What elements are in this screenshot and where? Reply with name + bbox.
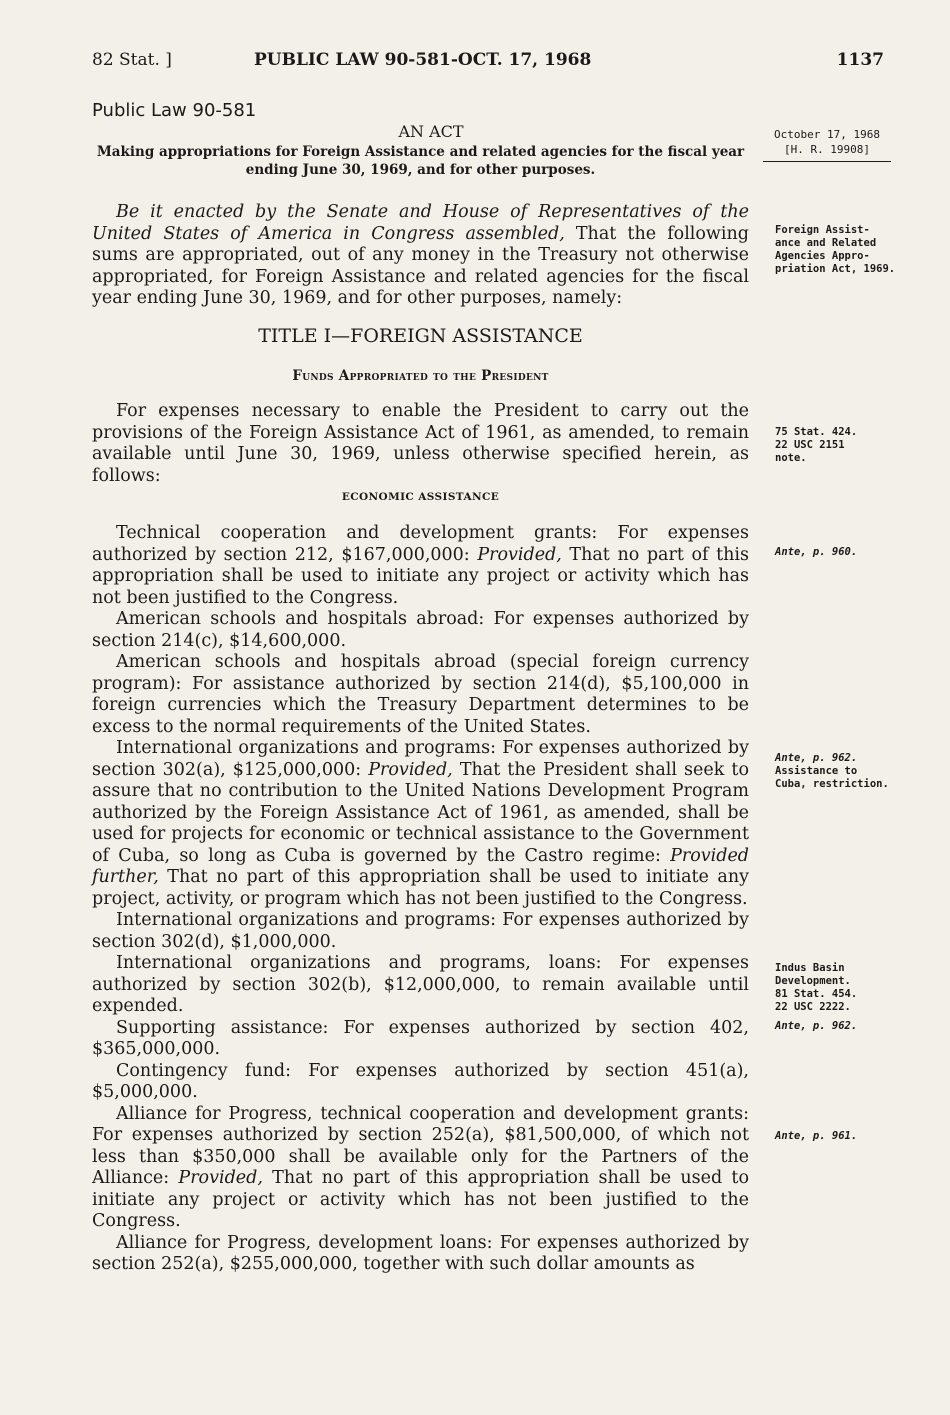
enactment-date: October 17, 1968 [774,128,880,141]
margin-note-statute: 75 Stat. 424. 22 USC 2151 note. [775,426,858,464]
expenses-intro [92,401,749,487]
date-rule-divider [763,161,891,162]
item-alliance-grants: Alliance for Progress, technical cooperation and development grants: For expenses authorized by section 252(a), $81,500,000, of which not less than $350,000 shall be available only for the Partners of the Alliance: Provided, That no part of this appropriation shall be used to initiate any project or activity which has not been justified to the Congress. [92,1103,749,1231]
item-international-organizations: International organizations and programs: For expenses authorized by section 302(a), $125,000,000: Provided, That the President shall seek to assure that no contribution to the United Nations Development Program authorized by the Foreign Assistance Act of 1961, as amended, shall be used for projects for economic or technical assistance to the Government of Cuba, so long as Cuba is governed by the Castro regime: Provided further, That no part of this appropriation shall be used to initiate any project, activity, or program which has not been justified to the Congress. [92,738,749,909]
enacting-clause-text: That the following sums are appropriated, out of any money in the Treasury not otherwise appropriated, for Foreign Assistance and related agencies for the fiscal year ending June 30, 1969, and for other purposes, namely: [92,223,749,308]
date-sidebar [764,127,890,157]
item-international-loans: International organizations and programs, loans: For expenses authorized by section 302(b), $12,000,000, to remain available until expended. [92,953,749,1016]
margin-note-ante-960: Ante, p. 960. [775,546,858,558]
item-supporting-assistance: Supporting assistance: For expenses authorized by section 402, $365,000,000. [92,1017,749,1059]
statute-reference: 82 Stat. ] [92,50,172,70]
item-schools-hospitals: American schools and hospitals abroad: For expenses authorized by section 214(c), $14,600,000. [92,609,749,651]
margin-note-ante-961: Ante, p. 961. [775,1130,858,1142]
enacting-clause [92,202,749,310]
running-head [92,50,892,74]
law-header-title: PUBLIC LAW 90-581-OCT. 17, 1968 [254,50,592,70]
public-law-label: Public Law 90-581 [92,100,257,121]
enacting-clause-italic: Be it enacted by the Senate and House of Representatives of the United States of America in Congress assembled, [92,202,749,244]
item-contingency-fund: Contingency fund: For expenses authorized by section 451(a), $5,000,000. [92,1060,749,1102]
margin-note-indus: Indus Basin Development. 81 Stat. 454. 22 USC 2222. [775,962,858,1013]
item-international-organizations-d: International organizations and programs: For expenses authorized by section 302(d), $1,000,000. [92,910,749,952]
item-schools-hospitals-special: American schools and hospitals abroad (special foreign currency program): For assistance authorized by section 214(d), $5,100,000 in foreign currencies which the Treasury Department determines to be excess to the normal requirements of the United States. [92,652,749,737]
subsection-heading: ECONOMIC ASSISTANCE [341,491,500,503]
bill-number: [H. R. 19908] [783,143,871,156]
act-purpose: Making appropriations for Foreign Assistance and related agencies for the fiscal year ending June 30, 1969, and for other purposes. [96,144,745,178]
appropriation-items [92,523,749,1276]
item-technical-cooperation: Technical cooperation and development grants: For expenses authorized by section 212, $167,000,000: Provided, That no part of this appropriation shall be used to initiate any project or activity which has not been justified to the Congress. [92,523,749,608]
section-heading: Funds Appropriated to the President [292,368,549,384]
expenses-intro-text: For expenses necessary to enable the President to carry out the provisions of the Foreign Assistance Act of 1961, as amended, to remain available until June 30, 1969, unless otherwise specified herein, as follows: [92,401,749,486]
margin-note-cuba: Assistance to Cuba, restriction. [775,765,889,790]
margin-note-short-title: Foreign Assist- ance and Related Agencies Appro- priation Act, 1969. [775,224,896,275]
margin-note-ante-962: Ante, p. 962. [775,752,858,764]
item-alliance-loans: Alliance for Progress, development loans: For expenses authorized by section 252(a), $255,000,000, together with such dollar amounts as [92,1232,749,1274]
title-heading: TITLE I—FOREIGN ASSISTANCE [258,325,583,347]
page-number: 1137 [836,50,884,70]
an-act-heading: AN ACT [398,122,464,141]
margin-note-ante-962-b: Ante, p. 962. [775,1020,858,1032]
